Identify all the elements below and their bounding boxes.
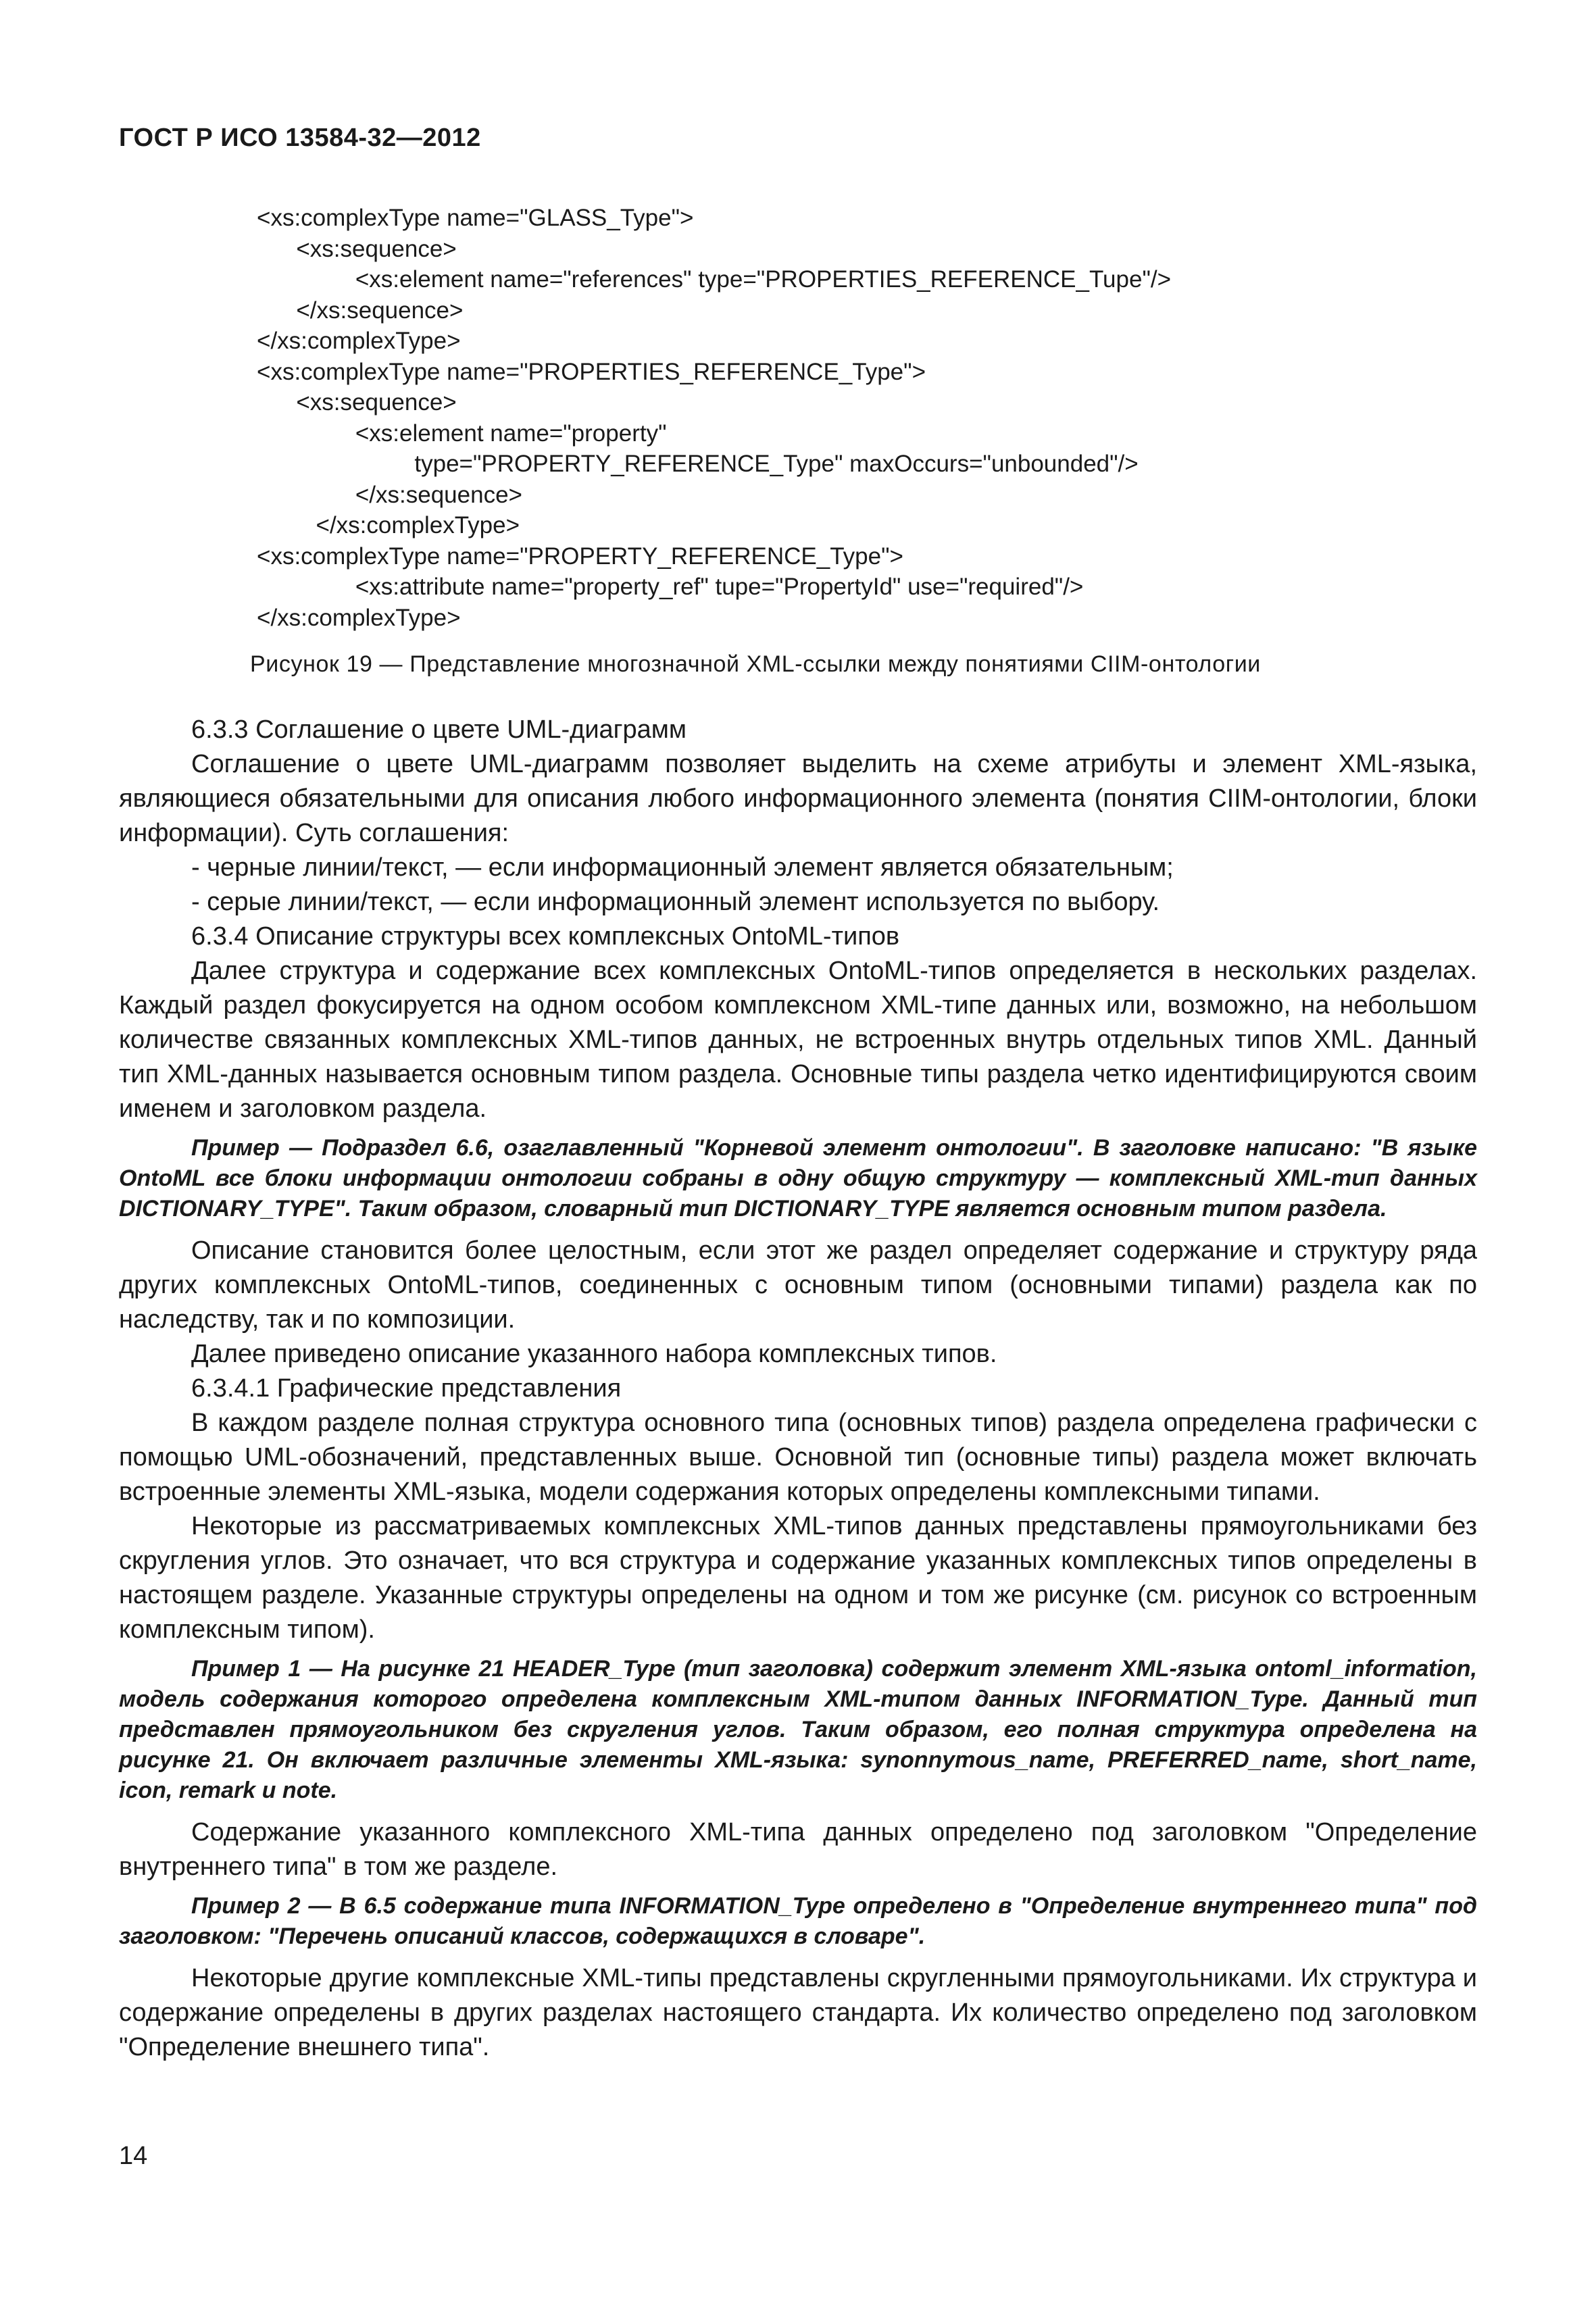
paragraph: Далее структура и содержание всех комплексных OntoML-типов определяется в нескольких разделах. Каждый раздел фокусируется на одном особом комплексном XML-типе данных или, возможно, на небольшом количестве связанных комплексных XML-типов данных, не встроенных внутрь отдельных типов XML. Данный тип XML-данных называется основным типом раздела. Основные типы раздела четко идентифицируются своим именем и заголовком раздела. xyxy=(119,957,1477,1123)
body-text xyxy=(119,713,1477,2065)
code-line: </xs:complexType> xyxy=(257,604,461,631)
paragraph: Описание становится более целостным, если этот же раздел определяет содержание и структуру ряда других комплексных OntoML-типов, соединенных с основным типом (основными типами) раздела как по наследству, так и по композиции. xyxy=(119,1236,1477,1334)
xml-code-block xyxy=(257,203,1171,633)
code-line: <xs:complexType name="GLASS_Type"> xyxy=(257,205,694,231)
code-line: </xs:complexType> xyxy=(257,328,461,354)
paragraph: Далее приведено описание указанного набора комплексных типов. xyxy=(191,1340,997,1368)
standard-header: ГОСТ Р ИСО 13584-32—2012 xyxy=(119,124,481,152)
code-line: </xs:sequence> xyxy=(257,481,522,508)
code-line: type="PROPERTY_REFERENCE_Type" maxOccurs="unbounded"/> xyxy=(257,451,1139,477)
code-line: </xs:sequence> xyxy=(257,297,464,324)
code-line: <xs:sequence> xyxy=(257,235,457,262)
section-heading: 6.3.4.1 Графические представления xyxy=(191,1374,622,1403)
example-note: Пример — Подраздел 6.6, озаглавленный "Корневой элемент онтологии". В заголовке написано: "В языке OntoML все блоки информации онтологии собраны в одну общую структуру — комплексный XML-тип данных DICTIONARY_TYPE". Таким образом, словарный тип DICTIONARY_TYPE является основным типом раздела. xyxy=(119,1135,1477,1222)
code-line: <xs:complexType name="PROPERTIES_REFERENCE_Type"> xyxy=(257,358,926,385)
code-line: </xs:complexType> xyxy=(257,512,520,538)
example-note: Пример 2 — В 6.5 содержание типа INFORMATION_Type определено в "Определение внутреннего типа" под заголовком: "Перечень описаний классов, содержащихся в словаре". xyxy=(119,1893,1477,1949)
paragraph: Соглашение о цвете UML-диаграмм позволяет выделить на схеме атрибуты и элемент XML-языка, являющиеся обязательными для описания любого информационного элемента (понятия CIIM-онтологии, блоки информации). Суть соглашения: xyxy=(119,750,1477,847)
section-heading: 6.3.3 Соглашение о цвете UML-диаграмм xyxy=(191,715,687,744)
paragraph: Некоторые из рассматриваемых комплексных XML-типов данных представлены прямоугольниками без скругления углов. Это означает, что вся структура и содержание указанных комплексных типов определены в настоящем разделе. Указанные структуры определены на одном и том же рисунке (см. рисунок со встроенным комплексным типом). xyxy=(119,1512,1477,1644)
list-item: - серые линии/текст, — если информационный элемент используется по выбору. xyxy=(191,888,1160,916)
list-item: - черные линии/текст, — если информационный элемент является обязательным; xyxy=(191,853,1174,882)
code-line: <xs:complexType name="PROPERTY_REFERENCE_Type"> xyxy=(257,543,903,570)
page-number: 14 xyxy=(119,2142,148,2170)
code-line: <xs:element name="references" type="PROPERTIES_REFERENCE_Tupe"/> xyxy=(257,266,1172,293)
example-note: Пример 1 — На рисунке 21 HEADER_Type (тип заголовка) содержит элемент XML-языка ontoml_information, модель содержания которого определена комплексным XML-типом данных INFORMATION_Type. Данный тип представлен прямоугольником без скругления углов. Таким образом, его полная структура определена на рисунке 21. Он включает различные элементы XML-языка: synonnymous_name, PREFERRED_name, short_name, icon, remark и note. xyxy=(119,1656,1477,1803)
paragraph: Содержание указанного комплексного XML-типа данных определено под заголовком "Определение внутреннего типа" в том же разделе. xyxy=(119,1818,1477,1881)
paragraph: В каждом разделе полная структура основного типа (основных типов) раздела определена графически с помощью UML-обозначений, представленных выше. Основной тип (основные типы) раздела может включать встроенные элементы XML-языка, модели содержания которых определены комплексными типами. xyxy=(119,1409,1477,1506)
section-heading: 6.3.4 Описание структуры всех комплексных OntoML-типов xyxy=(191,922,900,951)
paragraph: Некоторые другие комплексные XML-типы представлены скругленными прямоугольниками. Их структура и содержание определены в других разделах настоящего стандарта. Их количество определено под заголовком "Определение внешнего типа". xyxy=(119,1964,1477,2061)
code-line: <xs:element name="property" xyxy=(257,420,667,447)
code-line: <xs:attribute name="property_ref" tupe="PropertyId" use="required"/> xyxy=(257,574,1084,600)
code-line: <xs:sequence> xyxy=(257,389,457,416)
figure-caption: Рисунок 19 — Представление многозначной XML-ссылки между понятиями CIIM-онтологии xyxy=(250,651,1261,677)
